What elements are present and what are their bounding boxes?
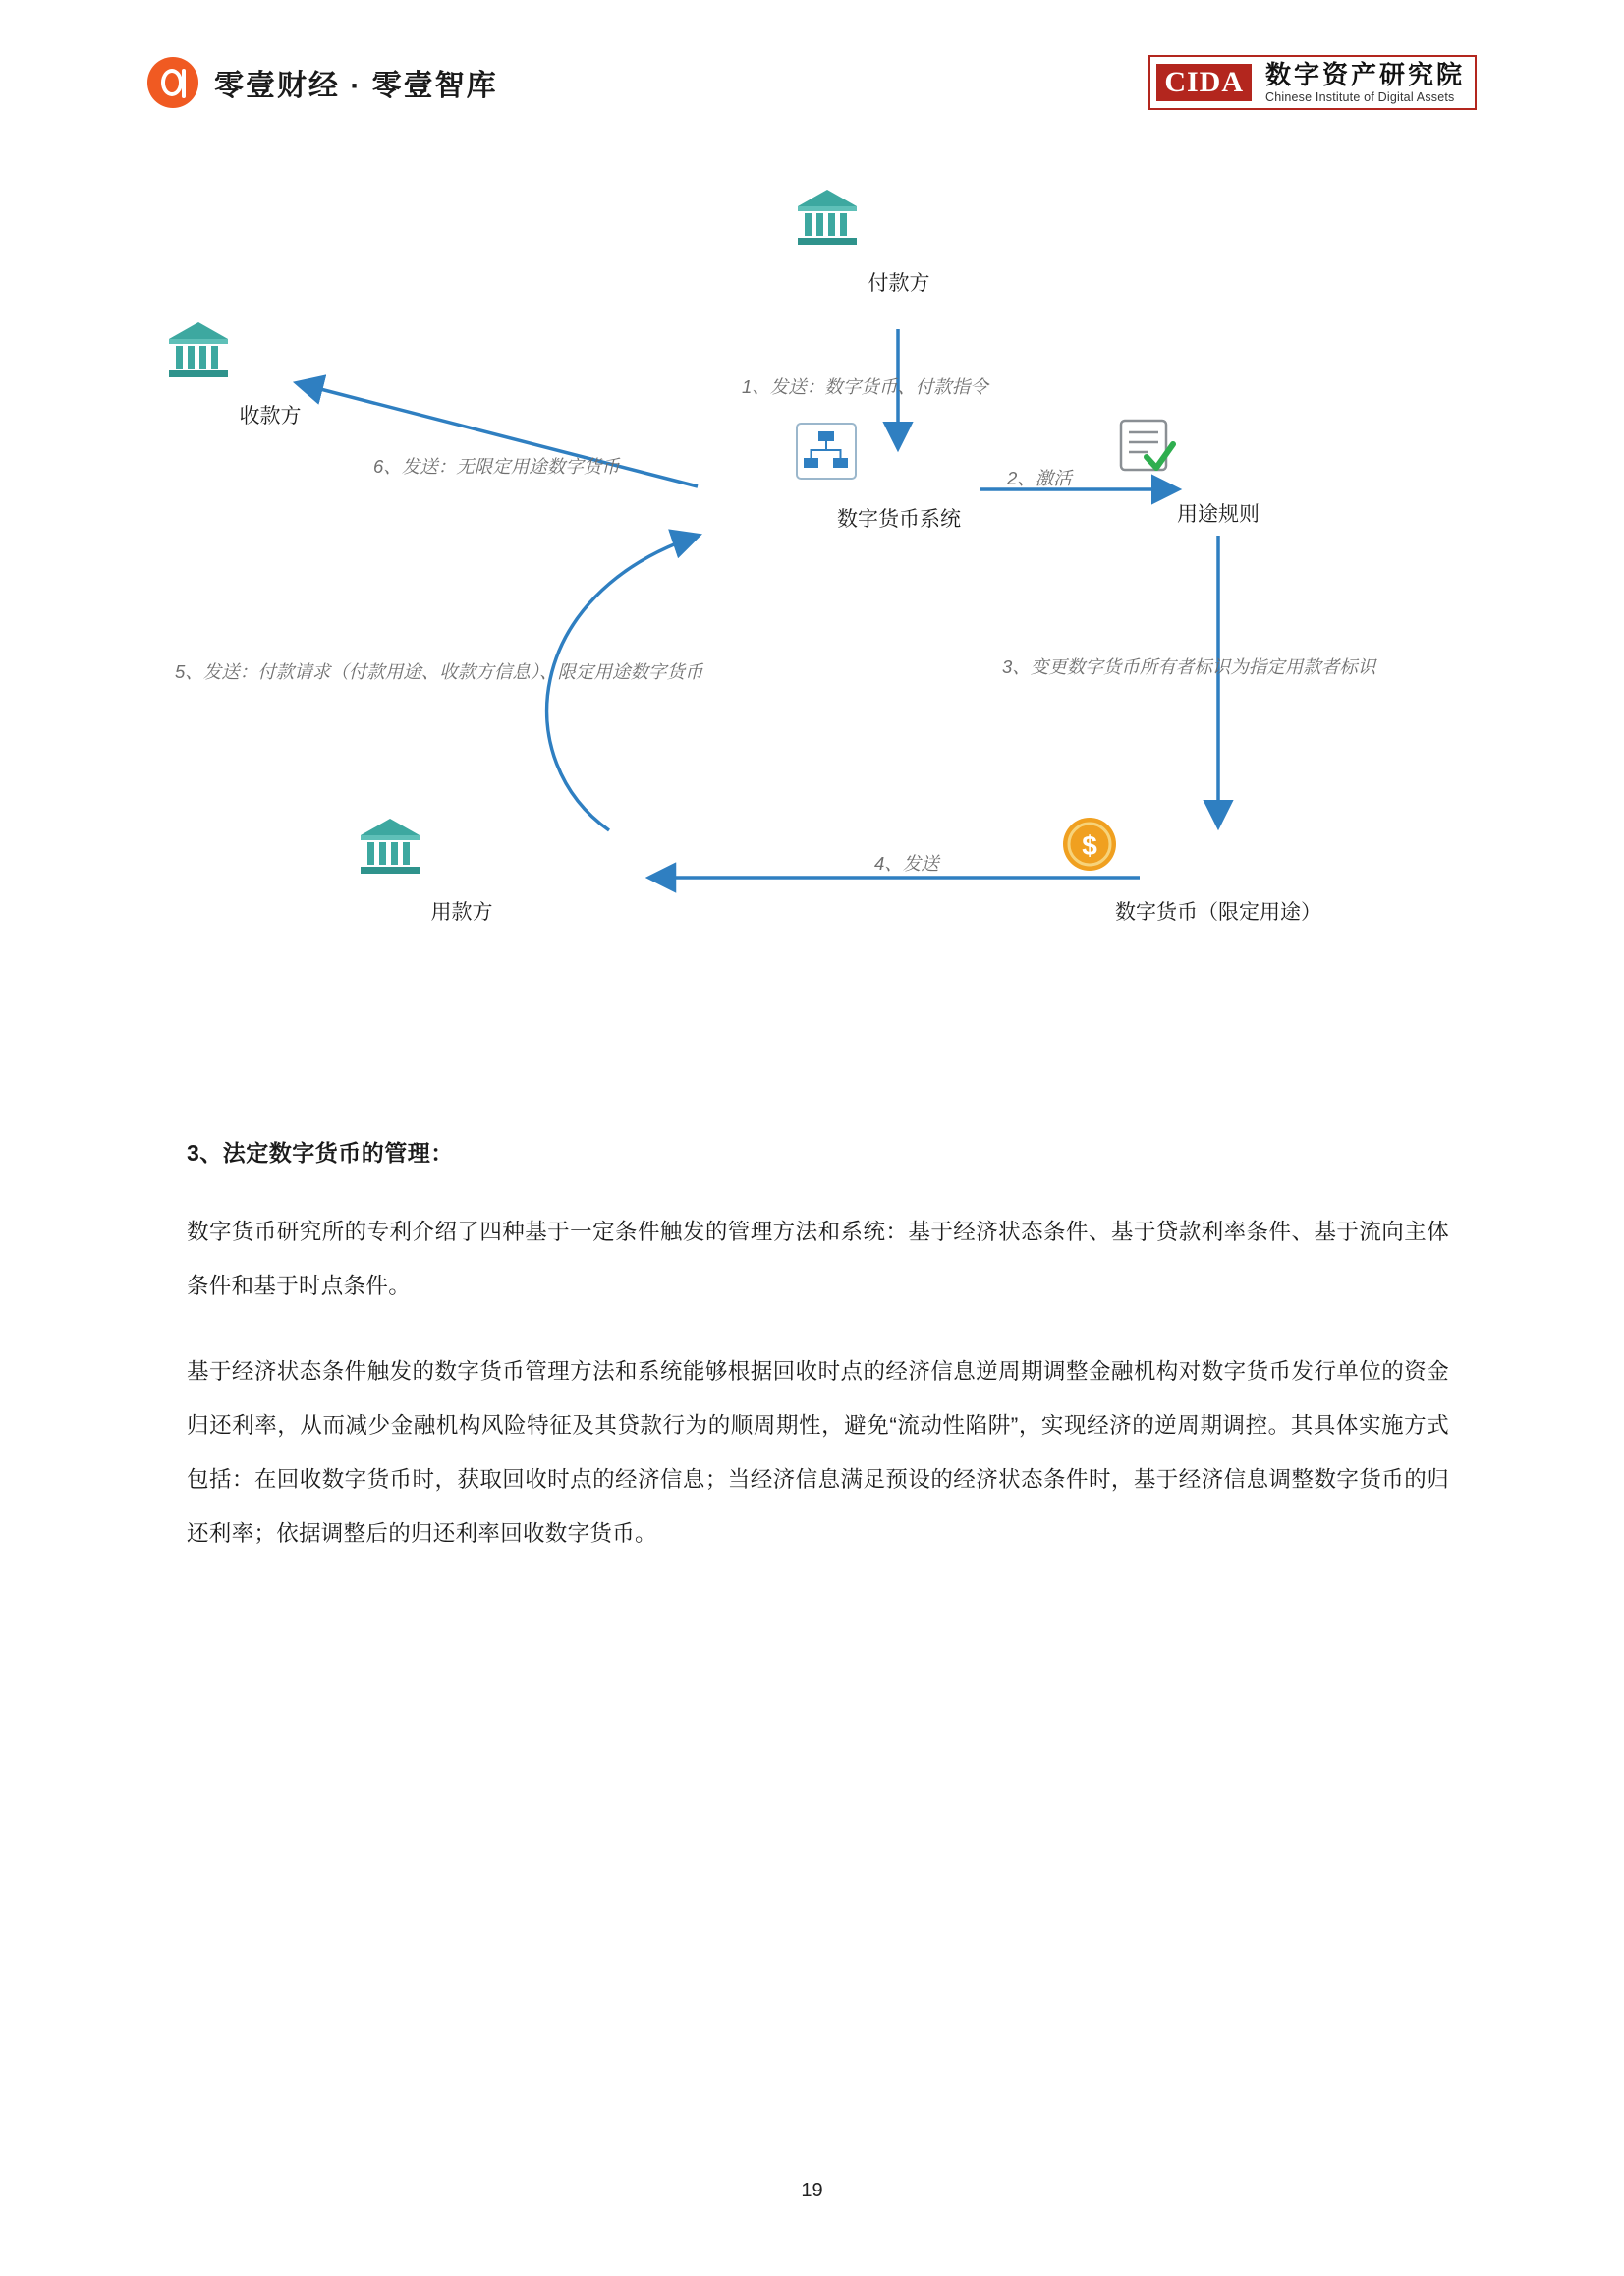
section-title: 3、法定数字货币的管理： — [187, 1140, 454, 1166]
edge-label-1: 1、发送：数字货币、付款指令 — [742, 376, 988, 397]
cida-names — [1265, 61, 1465, 104]
circle-a-logo-icon — [147, 57, 198, 108]
edge-label-2: 2、激活 — [1007, 468, 1072, 488]
cida-en-label: Chinese Institute of Digital Assets — [1264, 89, 1455, 104]
bank-icon — [796, 187, 1002, 261]
cida-abbr-label: CIDA — [1156, 64, 1252, 101]
flow-diagram — [147, 211, 1477, 1096]
checklist-icon — [1115, 418, 1321, 492]
edge-label-5: 5、发送：付款请求（付款用途、收款方信息）、限定用途数字货币 — [175, 661, 703, 682]
node-payer — [796, 187, 1002, 297]
node-payee — [167, 319, 373, 429]
cida-cn-label: 数字资产研究院 — [1264, 60, 1465, 89]
node-spender — [359, 816, 565, 926]
page-number: 19 — [801, 2180, 823, 2201]
node-system-label: 数字货币系统 — [837, 508, 961, 531]
node-coin-label: 数字货币（限定用途） — [1115, 901, 1321, 924]
edge-label-6: 6、发送：无限定用途数字货币 — [373, 456, 620, 477]
bank-icon — [359, 816, 565, 890]
node-rule-label: 用途规则 — [1177, 503, 1260, 526]
node-payer-label: 付款方 — [868, 272, 930, 295]
node-coin — [1061, 816, 1375, 926]
network-system-icon — [796, 423, 1002, 497]
brand-left — [147, 57, 498, 108]
paragraph-1: 数字货币研究所的专利介绍了四种基于一定条件触发的管理方法和系统：基于经济状态条件、基于贷款利率条件、基于流向主体条件和基于时点条件。 — [187, 1220, 1449, 1298]
node-payee-label: 收款方 — [239, 405, 302, 427]
body-content — [187, 1135, 1449, 1592]
edge-label-3: 3、变更数字货币所有者标识为指定用款者标识 — [1002, 656, 1376, 677]
bank-icon — [167, 319, 373, 394]
page-header — [147, 57, 1477, 145]
svg-text:$: $ — [1082, 830, 1097, 861]
brand-left-label: 零壹财经 · 零壹智库 — [214, 70, 498, 102]
paragraph-2: 基于经济状态条件触发的数字货币管理方法和系统能够根据回收时点的经济信息逆周期调整金融机构对数字货币发行单位的资金归还利率，从而减少金融机构风险特征及其贷款行为的顺周期性，避免“流动性陷阱”，实现经济的逆周期调控。其具体实施方式包括：在回收数字货币时，获取回收时点的经济信息；当经济信息满足预设的经济状态条件时，基于经济信息调整数字货币的归还利率；依据调整后的归还利率回收数字货币。 — [187, 1359, 1449, 1546]
gold-coin-icon — [1061, 816, 1375, 890]
node-rule — [1115, 418, 1321, 528]
node-spender-label: 用款方 — [430, 901, 493, 924]
edge-label-4: 4、发送 — [874, 853, 939, 874]
cida-logo-block — [1148, 55, 1477, 110]
node-system — [796, 423, 1002, 533]
